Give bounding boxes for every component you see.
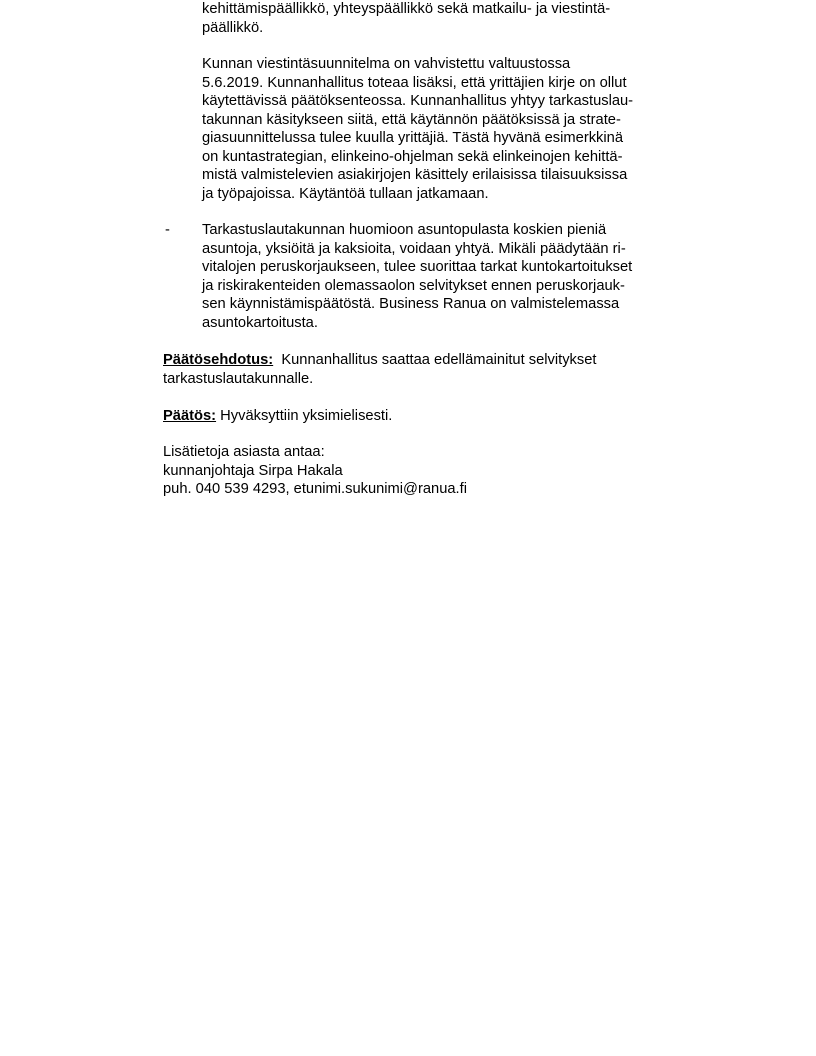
response-paragraph xyxy=(202,55,633,203)
proposal-text-cont: tarkastuslautakunnalle. xyxy=(163,370,314,387)
text-line: sen käynnistämispäätöstä. Business Ranua on valmistelemassa xyxy=(202,296,620,312)
text-line: vitalojen peruskorjaukseen, tulee suorittaa tarkat kuntokartoitukset xyxy=(202,259,633,275)
text-line: käytettävissä päätöksenteossa. Kunnanhallitus yhtyy tarkastuslau- xyxy=(202,93,634,109)
bullet-marker: - xyxy=(165,222,170,238)
text-line: ja riskirakenteiden olemassaolon selvitykset ennen peruskorjauk- xyxy=(202,277,625,294)
proposal-label: Päätösehdotus: xyxy=(163,352,274,368)
text-line: asuntokartoitusta. xyxy=(202,314,318,331)
bullet-paragraph xyxy=(202,221,632,332)
text-line: 5.6.2019. Kunnanhallitus toteaa lisäksi, että yrittäjien kirje on ollut xyxy=(202,74,627,91)
text-line: päällikkö. xyxy=(202,19,264,36)
text-line: on kuntastrategian, elinkeino-ohjelman sekä elinkeinojen kehittä- xyxy=(202,148,623,165)
continuation-paragraph xyxy=(202,0,610,37)
proposal-section xyxy=(163,351,597,388)
contact-info xyxy=(163,443,467,499)
contact-line: kunnanjohtaja Sirpa Hakala xyxy=(163,462,343,479)
text-line: giasuunnittelussa tulee kuulla yrittäjiä. Tästä hyvänä esimerkkinä xyxy=(202,130,623,146)
text-line: asuntoja, yksiöitä ja kaksioita, voidaan yhtyä. Mikäli päädytään ri- xyxy=(202,240,626,257)
text-line: Tarkastuslautakunnan huomioon asuntopulasta koskien pieniä xyxy=(202,222,607,238)
decision-section xyxy=(163,407,392,426)
decision-text: Hyväksyttiin yksimielisesti. xyxy=(220,408,393,424)
text-line: ja työpajoissa. Käytäntöä tullaan jatkamaan. xyxy=(202,185,489,202)
text-line: Kunnan viestintäsuunnitelma on vahvistettu valtuustossa xyxy=(202,56,571,72)
contact-line: Lisätietoja asiasta antaa: xyxy=(163,444,325,460)
decision-label: Päätös: xyxy=(163,408,217,424)
text-line: kehittämispäällikkö, yhteyspäällikkö sekä matkailu- ja viestintä- xyxy=(202,1,611,17)
text-line: takunnan käsitykseen siitä, että käytännön päätöksissä ja strate- xyxy=(202,111,621,128)
contact-line: puh. 040 539 4293, etunimi.sukunimi@ranua.fi xyxy=(163,481,467,497)
text-line: mistä valmistelevien asiakirjojen käsittely erilaisissa tilaisuuksissa xyxy=(202,167,628,183)
proposal-text: Kunnanhallitus saattaa edellämainitut selvitykset xyxy=(281,352,597,368)
